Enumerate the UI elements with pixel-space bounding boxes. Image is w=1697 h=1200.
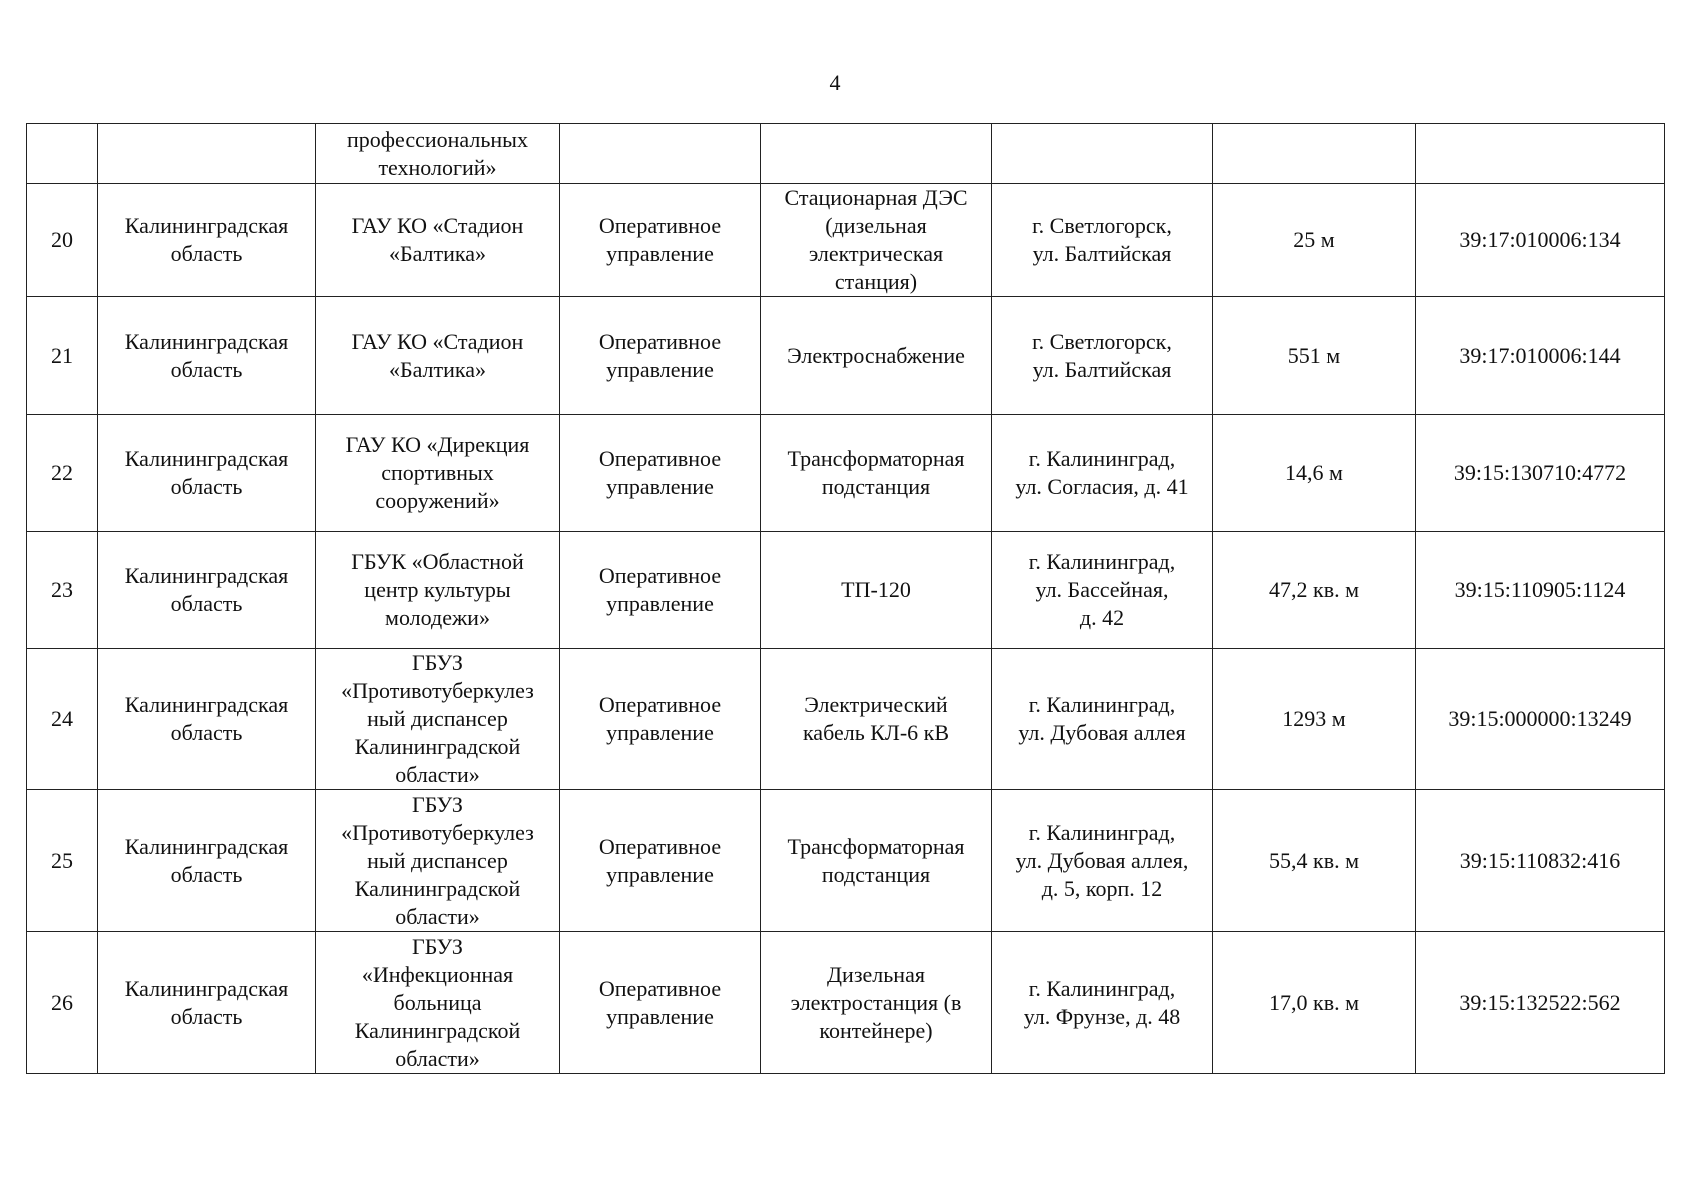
- cell-cadastre: 39:15:000000:13249: [1416, 649, 1665, 790]
- cell-address: г. Калининград, ул. Дубовая аллея, д. 5, корп. 12: [992, 790, 1213, 932]
- cell-object: Трансформаторная подстанция: [761, 415, 992, 532]
- cell-object: Электрический кабель КЛ-6 кВ: [761, 649, 992, 790]
- table-row: [27, 532, 1665, 649]
- cell-num: 24: [27, 649, 98, 790]
- cell-cadastre: 39:15:110832:416: [1416, 790, 1665, 932]
- cell-num: 22: [27, 415, 98, 532]
- cell-size: 25 м: [1213, 184, 1416, 297]
- cell-address: г. Светлогорск, ул. Балтийская: [992, 297, 1213, 415]
- cell-address: [992, 124, 1213, 184]
- cell-holder: ГАУ КО «Дирекция спортивных сооружений»: [316, 415, 560, 532]
- cell-num: 20: [27, 184, 98, 297]
- cell-region: Калининградская область: [98, 184, 316, 297]
- table-row: [27, 184, 1665, 297]
- cell-size: 1293 м: [1213, 649, 1416, 790]
- cell-region: Калининградская область: [98, 790, 316, 932]
- cell-object: ТП-120: [761, 532, 992, 649]
- cell-address: г. Светлогорск, ул. Балтийская: [992, 184, 1213, 297]
- cell-cadastre: [1416, 124, 1665, 184]
- cell-size: 17,0 кв. м: [1213, 932, 1416, 1074]
- cell-size: 551 м: [1213, 297, 1416, 415]
- table-row: [27, 932, 1665, 1074]
- cell-region: Калининградская область: [98, 649, 316, 790]
- table-row: [27, 415, 1665, 532]
- cell-object: Электроснабжение: [761, 297, 992, 415]
- cell-num: 23: [27, 532, 98, 649]
- cell-right: Оперативное управление: [560, 184, 761, 297]
- cell-size: 55,4 кв. м: [1213, 790, 1416, 932]
- table-row: [27, 297, 1665, 415]
- cell-holder: ГАУ КО «Стадион «Балтика»: [316, 297, 560, 415]
- cell-cadastre: 39:15:110905:1124: [1416, 532, 1665, 649]
- cell-right: Оперативное управление: [560, 649, 761, 790]
- cell-num: 21: [27, 297, 98, 415]
- property-table: [26, 123, 1665, 1074]
- cell-region: Калининградская область: [98, 297, 316, 415]
- table-row-continuation: [27, 124, 1665, 184]
- cell-holder: ГБУЗ «Противотуберкулез ный диспансер Калининградской области»: [316, 790, 560, 932]
- table-row: [27, 790, 1665, 932]
- cell-object: Стационарная ДЭС (дизельная электрическая станция): [761, 184, 992, 297]
- cell-size: 14,6 м: [1213, 415, 1416, 532]
- cell-address: г. Калининград, ул. Фрунзе, д. 48: [992, 932, 1213, 1074]
- cell-object: Трансформаторная подстанция: [761, 790, 992, 932]
- cell-address: г. Калининград, ул. Согласия, д. 41: [992, 415, 1213, 532]
- cell-holder: ГБУЗ «Инфекционная больница Калининградской области»: [316, 932, 560, 1074]
- cell-num: 25: [27, 790, 98, 932]
- cell-object: [761, 124, 992, 184]
- cell-holder: ГБУЗ «Противотуберкулез ный диспансер Калининградской области»: [316, 649, 560, 790]
- cell-size: [1213, 124, 1416, 184]
- cell-address: г. Калининград, ул. Дубовая аллея: [992, 649, 1213, 790]
- cell-region: Калининградская область: [98, 532, 316, 649]
- cell-right: Оперативное управление: [560, 790, 761, 932]
- cell-right: Оперативное управление: [560, 415, 761, 532]
- cell-holder: профессиональных технологий»: [316, 124, 560, 184]
- cell-holder: ГБУК «Областной центр культуры молодежи»: [316, 532, 560, 649]
- cell-size: 47,2 кв. м: [1213, 532, 1416, 649]
- cell-cadastre: 39:17:010006:134: [1416, 184, 1665, 297]
- cell-right: [560, 124, 761, 184]
- cell-right: Оперативное управление: [560, 532, 761, 649]
- cell-num: [27, 124, 98, 184]
- page-number: 4: [829, 70, 841, 95]
- cell-right: Оперативное управление: [560, 932, 761, 1074]
- cell-object: Дизельная электростанция (в контейнере): [761, 932, 992, 1074]
- cell-right: Оперативное управление: [560, 297, 761, 415]
- cell-holder: ГАУ КО «Стадион «Балтика»: [316, 184, 560, 297]
- cell-region: Калининградская область: [98, 415, 316, 532]
- cell-cadastre: 39:15:132522:562: [1416, 932, 1665, 1074]
- table-row: [27, 649, 1665, 790]
- cell-region: Калининградская область: [98, 932, 316, 1074]
- cell-region: [98, 124, 316, 184]
- cell-address: г. Калининград, ул. Бассейная, д. 42: [992, 532, 1213, 649]
- cell-cadastre: 39:15:130710:4772: [1416, 415, 1665, 532]
- cell-cadastre: 39:17:010006:144: [1416, 297, 1665, 415]
- cell-num: 26: [27, 932, 98, 1074]
